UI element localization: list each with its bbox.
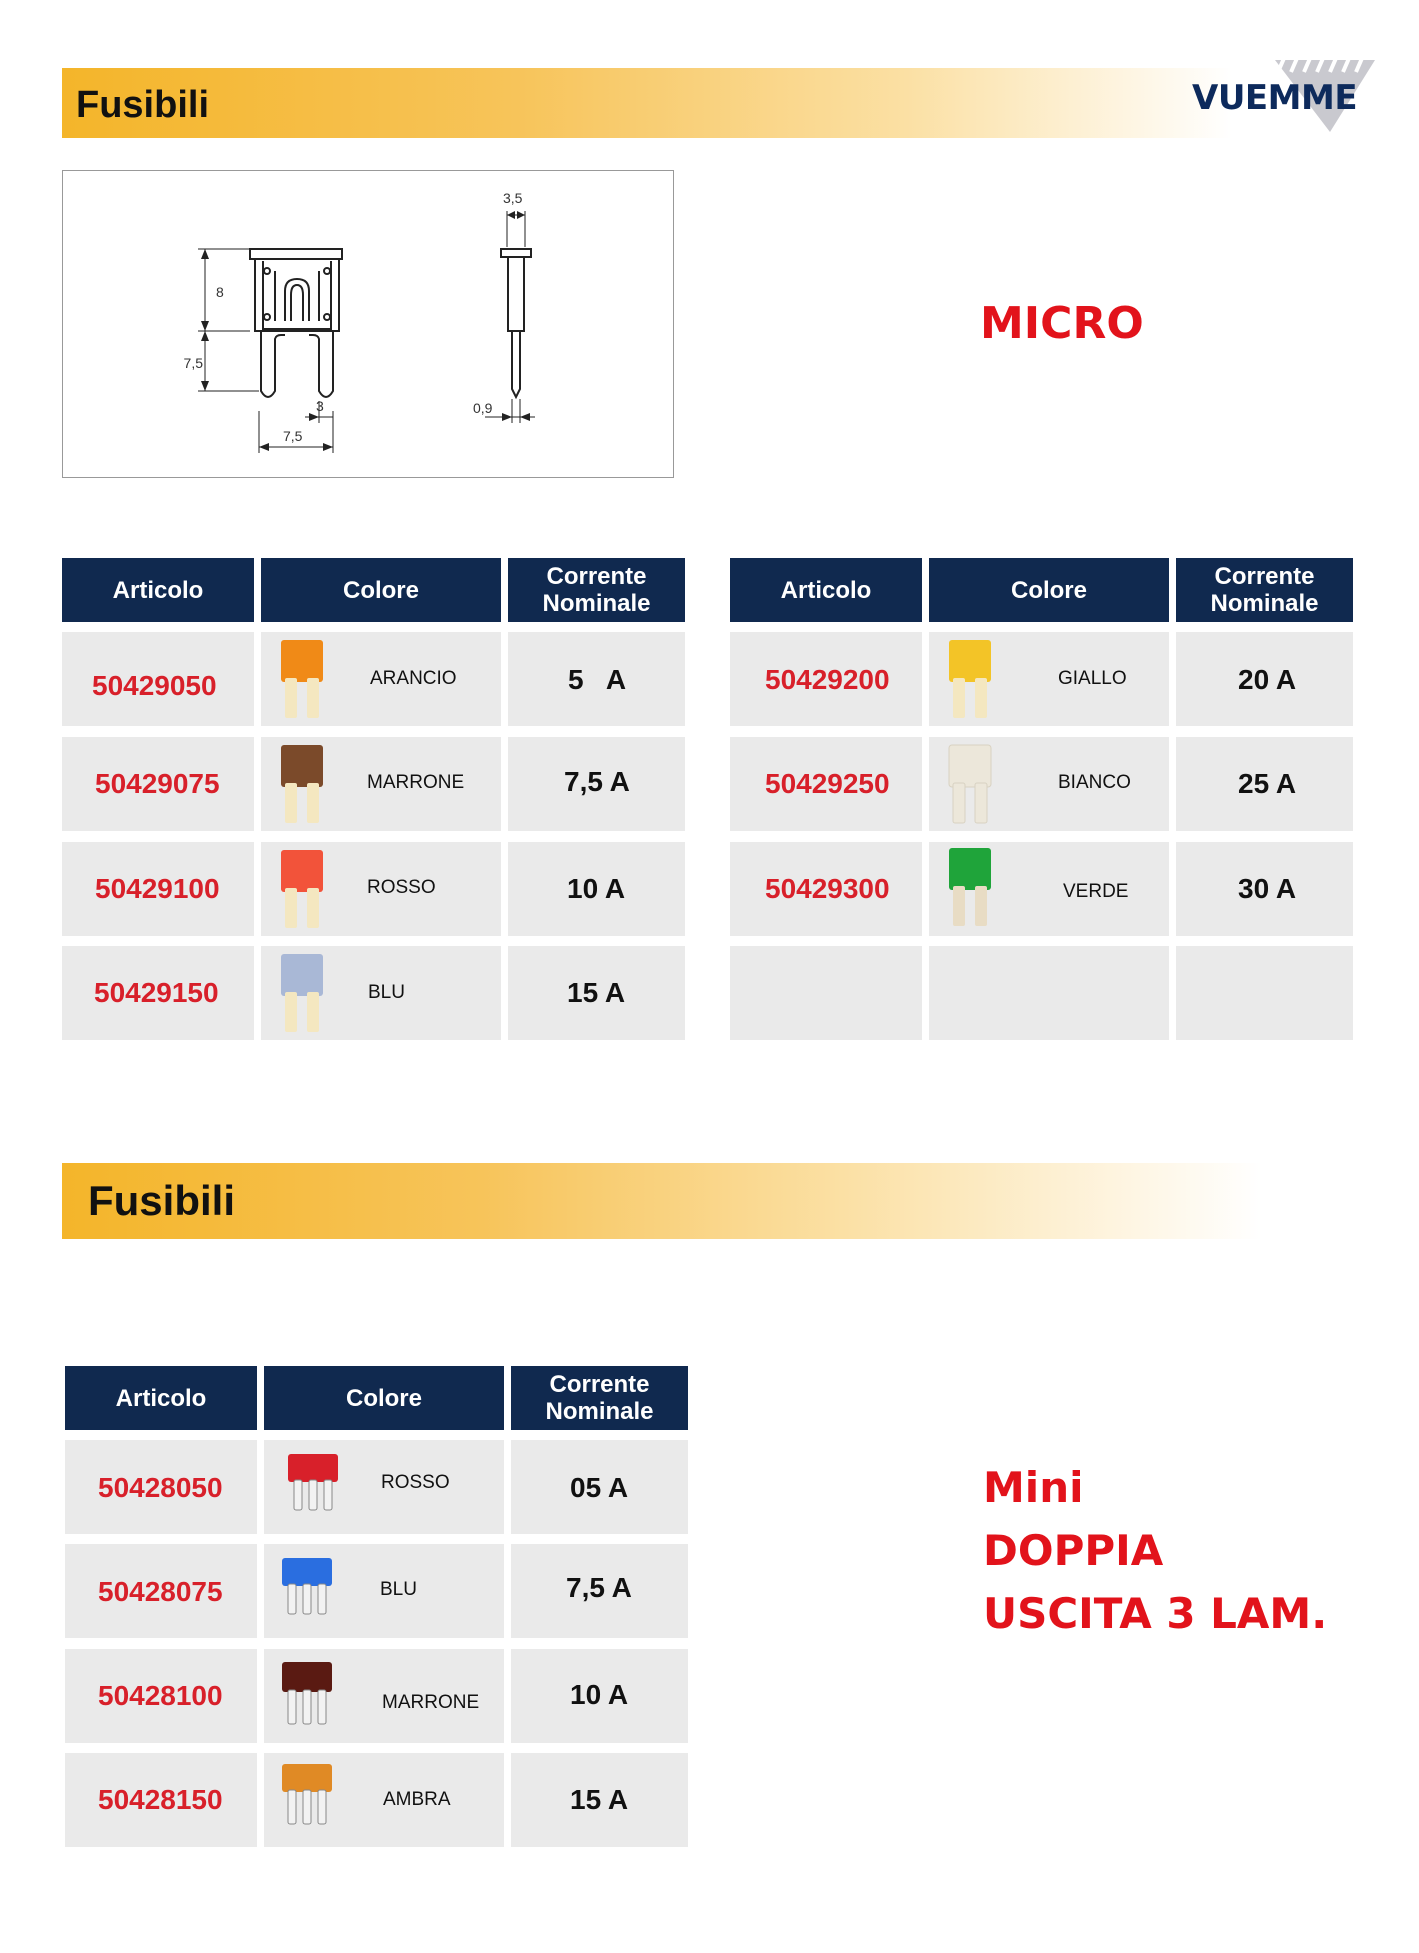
rated-current: 10 A [567, 873, 626, 904]
micro-fuse-green-icon [945, 846, 995, 930]
fuse-dimension-drawing [62, 170, 674, 478]
fuse-type-line: USCITA 3 LAM. [983, 1589, 1328, 1638]
rated-current: 7,5 A [566, 1572, 632, 1603]
color-name: BLU [368, 982, 405, 1003]
rated-current: 15 A [567, 977, 626, 1008]
dim-width: 7,5 [283, 428, 303, 444]
article-code: 50429075 [95, 768, 220, 799]
dim-height-top: 8 [216, 284, 224, 300]
header-corrente: Corrente Nominale [511, 1366, 688, 1430]
mini-fuse-brown-icon [280, 1660, 336, 1730]
color-name: AMBRA [383, 1789, 451, 1810]
color-name: BIANCO [1058, 772, 1131, 793]
article-code: 50429050 [92, 670, 217, 701]
color-name: MARRONE [367, 772, 465, 793]
mini-fuse-blue-icon [280, 1556, 336, 1620]
micro-fuse-orange-icon [277, 638, 327, 722]
header-colore: Colore [929, 558, 1169, 622]
header-corrente: Corrente Nominale [1176, 558, 1353, 622]
dim-height-bottom: 7,5 [183, 355, 203, 371]
color-name: ROSSO [381, 1472, 450, 1493]
fuse-type-line: Mini [983, 1463, 1084, 1512]
rated-current: 15 A [570, 1784, 629, 1815]
color-cell [929, 946, 1169, 1040]
header-articolo: Articolo [730, 558, 922, 622]
section-title: Fusibili [76, 84, 209, 126]
mini-fuse-red-icon [286, 1452, 342, 1516]
header-corrente: Corrente Nominale [508, 558, 685, 622]
rated-current: 30 A [1238, 873, 1297, 904]
table-row [730, 946, 922, 1040]
dim-thickness: 0,9 [473, 400, 493, 416]
article-code: 50429300 [765, 873, 890, 904]
article-code: 50429150 [94, 977, 219, 1008]
header-colore: Colore [264, 1366, 504, 1430]
header-articolo: Articolo [65, 1366, 257, 1430]
color-name: MARRONE [382, 1692, 480, 1713]
fuse-type-line: DOPPIA [983, 1526, 1164, 1575]
dim-blade: 3 [316, 398, 324, 414]
article-code: 50428150 [98, 1784, 223, 1815]
rated-current: 5 A [568, 664, 627, 695]
micro-fuse-yellow-icon [945, 638, 995, 722]
micro-fuse-blue-icon [277, 952, 327, 1036]
section-header-band [62, 68, 1362, 138]
header-colore: Colore [261, 558, 501, 622]
rated-current: 7,5 A [564, 766, 630, 797]
micro-fuse-drawing-icon [63, 171, 673, 477]
article-code: 50428075 [98, 1576, 223, 1607]
section-header-band [62, 1163, 1262, 1239]
fuse-type-label: MICRO [980, 298, 1144, 349]
micro-fuse-white-icon [945, 743, 995, 827]
fuse-type-label [983, 1456, 1327, 1645]
color-name: GIALLO [1058, 668, 1127, 689]
rated-current: 20 A [1238, 664, 1297, 695]
current-cell [1176, 946, 1353, 1040]
section-title: Fusibili [88, 1177, 235, 1224]
color-name: BLU [380, 1579, 417, 1600]
mini-fuse-amber-icon [280, 1762, 336, 1830]
color-name: VERDE [1063, 881, 1129, 902]
article-code: 50428100 [98, 1680, 223, 1711]
color-name: ROSSO [367, 877, 436, 898]
header-articolo: Articolo [62, 558, 254, 622]
article-code: 50429100 [95, 873, 220, 904]
rated-current: 05 A [570, 1472, 629, 1503]
vuemme-logo [1180, 56, 1380, 136]
dim-top-width: 3,5 [503, 190, 523, 206]
logo-text: VUEMME [1192, 78, 1358, 118]
rated-current: 25 A [1238, 768, 1297, 799]
micro-fuse-brown-icon [277, 743, 327, 827]
article-code: 50428050 [98, 1472, 223, 1503]
article-code: 50429200 [765, 664, 890, 695]
color-name: ARANCIO [370, 668, 457, 689]
article-code: 50429250 [765, 768, 890, 799]
rated-current: 10 A [570, 1679, 629, 1710]
micro-fuse-red-icon [277, 848, 327, 932]
